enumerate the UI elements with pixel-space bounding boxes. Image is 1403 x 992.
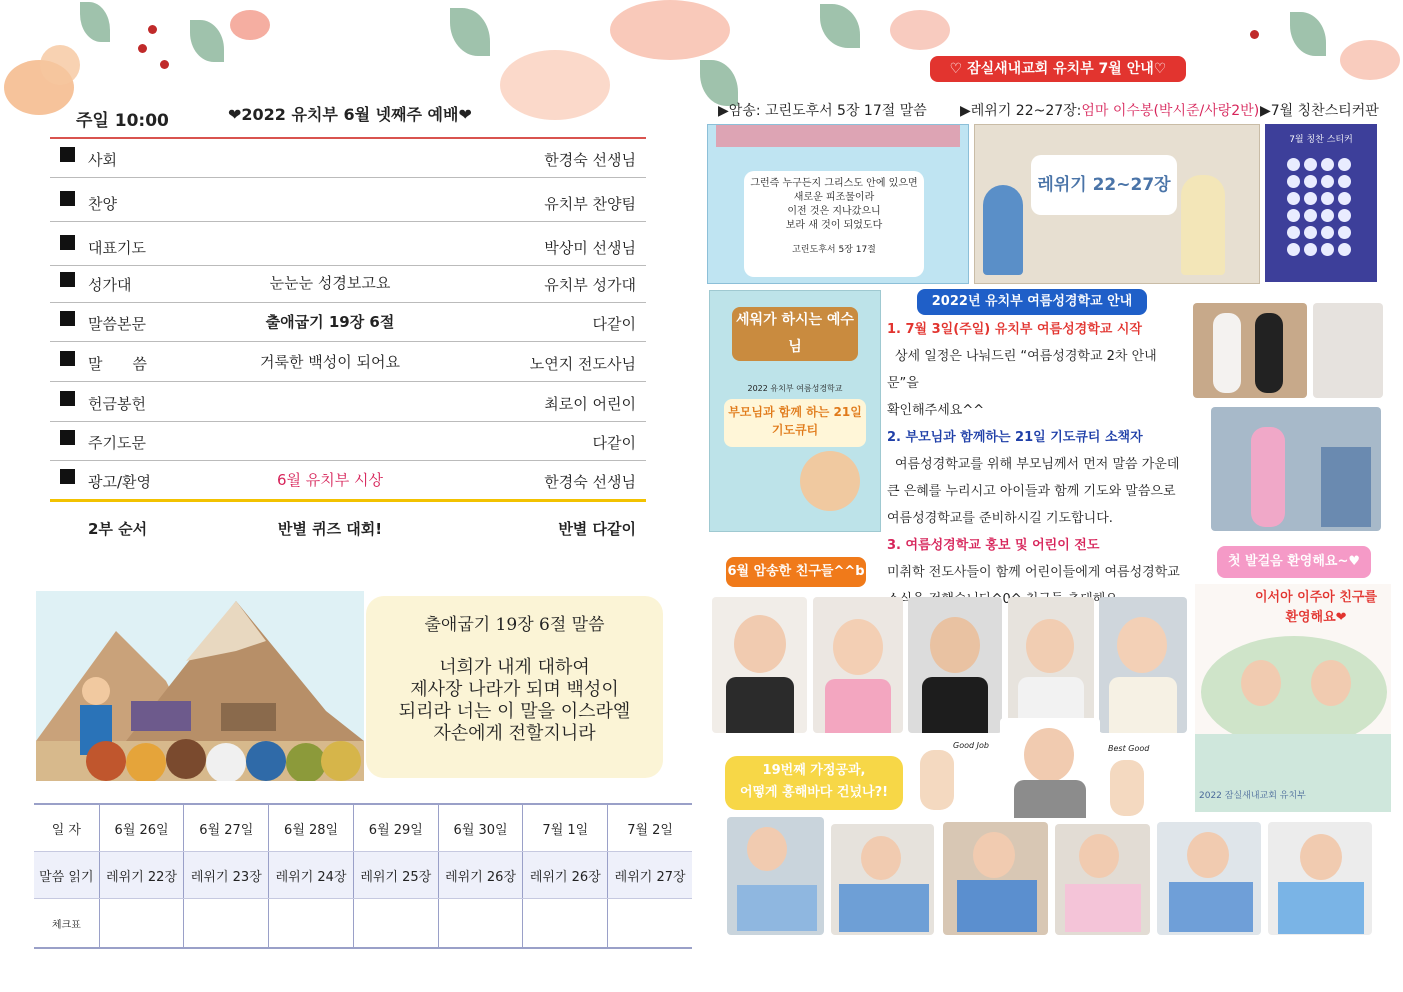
table-cell: 레위기 23장: [184, 852, 269, 899]
vbs-section-heading: 3. 여름성경학교 홍보 및 어린이 전도: [887, 538, 1100, 553]
banner-text: ♡ 잠실새내교회 유치부 7월 안내♡: [949, 61, 1167, 77]
welcome-card-names: 이서아 이주아 친구를: [1254, 590, 1378, 605]
leviticus-poster: [974, 124, 1260, 284]
homework-photo: [1268, 822, 1372, 935]
june-memory-badge: [726, 557, 866, 587]
vbs-poster-heading: 부모님과 함께 하는 21일 기도큐티: [724, 399, 866, 447]
sticker-slot: [1304, 192, 1317, 205]
table-cell: 6월 29일: [353, 804, 438, 852]
part2-label: 2부 순서: [88, 520, 148, 538]
program-item-leader: 유치부 찬양팀: [544, 195, 636, 213]
sticker-slot: [1287, 192, 1300, 205]
vbs-section-heading: 1. 7월 3일(주일) 유치부 여름성경학교 시작: [887, 322, 1142, 337]
program-item-leader: 유치부 성가대: [544, 276, 636, 294]
part2-middle: 반별 퀴즈 대회!: [277, 520, 383, 538]
program-row: [50, 422, 646, 461]
program-item-label: 말씀본문: [88, 315, 146, 333]
table-row-label: 체크표: [34, 899, 99, 949]
kid-photo: [908, 597, 1002, 733]
sticker-slot: [1287, 175, 1300, 188]
table-cell: 6월 26일: [99, 804, 184, 852]
bullet-square-icon: [60, 272, 75, 287]
table-cell: [99, 899, 184, 949]
table-row: [34, 899, 692, 949]
program-row: [50, 383, 646, 422]
bunting: [716, 125, 960, 147]
homework-photo: [727, 817, 824, 935]
program-item-label: 주기도문: [88, 434, 146, 452]
verse-line: 되리라 너는 이 말을 이스라엘: [398, 701, 631, 722]
program-item-detail: 6월 유치부 시상: [276, 471, 384, 489]
homework-photo: [1055, 824, 1150, 935]
program-divider: [50, 499, 646, 502]
welcome-photo: [1201, 636, 1387, 748]
vbs-photo: [1313, 303, 1383, 398]
sticker-slot: [1321, 192, 1334, 205]
program-item-leader: 최로이 어린이: [544, 395, 636, 413]
poster-line: 이전 것은 지나갔으니: [787, 206, 881, 217]
program-item-leader: 다같이: [592, 315, 636, 333]
program-item-detail: 거룩한 백성이 되어요: [260, 353, 400, 371]
program-item-detail: 눈눈눈 성경보고요: [269, 274, 391, 292]
kid-photo: [712, 597, 807, 733]
vbs-photo: [1211, 407, 1381, 531]
program-row: [50, 461, 646, 500]
table-cell: [184, 899, 269, 949]
program-row: [50, 227, 646, 266]
table-cell: [269, 899, 354, 949]
vbs-section-text: 확인해주세요^^: [887, 403, 985, 418]
sticker-slot: [1338, 243, 1351, 256]
table-cell: 7월 1일: [523, 804, 608, 852]
vbs-poster: [709, 290, 881, 532]
sticker-slot: [1304, 226, 1317, 239]
verse-title: 출애굽기 19장 6절 말씀: [424, 615, 605, 635]
service-title: ❤2022 유치부 6월 넷째주 예배❤: [228, 105, 472, 124]
vbs-section-text: 소식을: [887, 592, 925, 607]
bullet-square-icon: [60, 469, 75, 484]
sticker-slot: [1304, 175, 1317, 188]
leviticus-prefix: ▶레위기 22~27장:: [960, 103, 1082, 119]
service-time: 주일 10:00: [76, 111, 169, 131]
sticker-slot: [1321, 158, 1334, 171]
vbs-title: 2022년 유치부 여름성경학교 안내: [931, 294, 1133, 309]
sticker-slot: [1338, 226, 1351, 239]
best-good-sticker: Best Good: [1108, 744, 1150, 753]
bullet-square-icon: [60, 147, 75, 162]
leviticus-poster-title: 레위기 22~27장: [1031, 155, 1177, 215]
homework-label: 어떻게 홍해바다 건넜나?!: [739, 785, 889, 800]
bullet-square-icon: [60, 430, 75, 445]
poster-line: 그런즉 누구든지 그리스도 안에 있으면: [750, 178, 918, 189]
program-item-leader: 박상미 선생님: [544, 239, 636, 257]
sticker-slot: [1321, 209, 1334, 222]
homework-label: 19번째 가정공과,: [762, 763, 866, 778]
table-cell: [438, 899, 523, 949]
homework-photo: [943, 822, 1048, 935]
table-cell: 6월 28일: [269, 804, 354, 852]
table-cell: 레위기 22장: [99, 852, 184, 899]
bible-reading-table: [34, 803, 692, 949]
homework-badge: [725, 756, 903, 810]
vbs-poster-title: 세워가 하시는 예수님: [732, 307, 858, 361]
welcome-card: [1195, 584, 1391, 812]
verse-card: [366, 596, 663, 778]
table-cell: 6월 30일: [438, 804, 523, 852]
program-item-label: 찬양: [88, 195, 117, 213]
july-banner: [930, 56, 1186, 82]
table-cell: [523, 899, 608, 949]
poster-ref: 고린도후서 5장 17절: [792, 245, 876, 255]
sticker-slot: [1304, 209, 1317, 222]
table-cell: 6월 27일: [184, 804, 269, 852]
table-cell: [608, 899, 692, 949]
sticker-info: ▶7월 칭찬스티커판: [1260, 103, 1379, 119]
table-cell: 레위기 26장: [438, 852, 523, 899]
sticker-slot: [1321, 175, 1334, 188]
program-row: [50, 303, 646, 342]
sticker-slot: [1287, 243, 1300, 256]
table-cell: 레위기 26장: [523, 852, 608, 899]
sticker-slot: [1338, 209, 1351, 222]
poster-line: 새로운 피조물이라: [793, 192, 875, 203]
table-header-row: [34, 804, 692, 852]
sticker-slot: [1321, 226, 1334, 239]
cartoon-girl-right: [1110, 760, 1144, 816]
bullet-square-icon: [60, 235, 75, 250]
vbs-photo: [1193, 303, 1307, 398]
table-row-label: 말씀 읽기: [34, 852, 99, 899]
table-cell: 레위기 24장: [269, 852, 354, 899]
program-item-label: 말 씀: [88, 355, 147, 373]
sticker-slot: [1304, 243, 1317, 256]
table-row-label: 일 자: [34, 804, 99, 852]
table-cell: 레위기 27장: [608, 852, 692, 899]
sticker-slot: [1338, 158, 1351, 171]
program-item-detail: 출애굽기 19장 6절: [265, 313, 395, 331]
sticker-board-title: 7월 칭찬 스티커: [1289, 135, 1353, 145]
vbs-section-text: 큰 은혜를 누리시고 아이들과 함께 기도와 말씀으로: [887, 484, 1176, 499]
vbs-title-badge: [917, 289, 1147, 315]
sticker-slot: [1287, 158, 1300, 171]
kid-photo: [1008, 597, 1094, 733]
bullet-square-icon: [60, 391, 75, 406]
poster-verse: [744, 171, 924, 277]
homework-photo: [831, 824, 934, 935]
table-row: [34, 852, 692, 899]
sticker-slot: [1338, 175, 1351, 188]
table-cell: 레위기 25장: [353, 852, 438, 899]
program-item-leader: 노연지 전도사님: [529, 355, 636, 373]
kid-photo: [1000, 718, 1100, 818]
table-cell: 7월 2일: [608, 804, 692, 852]
sticker-slot: [1304, 158, 1317, 171]
program-item-label: 광고/환영: [88, 473, 152, 491]
sticker-board: [1265, 124, 1377, 282]
sticker-slot: [1338, 192, 1351, 205]
vbs-section-text: 여름성경학교를 위해 부모님께서 먼저 말씀 가운데: [895, 457, 1180, 472]
sticker-grid: [1287, 158, 1355, 258]
program-item-leader: 한경숙 선생님: [544, 151, 636, 169]
program-item-label: 사회: [88, 151, 117, 169]
verse-line: 제사장 나라가 되며 백성이: [410, 679, 619, 700]
moses-illustration: [36, 591, 364, 781]
poster-line: 보라 새 것이 되었도다: [785, 220, 883, 231]
table-cell: [353, 899, 438, 949]
program-row: [50, 139, 646, 178]
kid-photo: [813, 597, 903, 733]
leviticus-reader: 엄마 이수봉(박시준/사랑2반): [1081, 103, 1260, 119]
cartoon-girl-left: [920, 750, 954, 810]
program-row: [50, 264, 646, 303]
welcome-card-footer: 2022 잠실새내교회 유치부: [1199, 791, 1306, 801]
program-row: [50, 183, 646, 222]
vbs-section-text: 상세 일정은 나눠드린 “여름성경학교 2차 안내문”을: [887, 349, 1157, 391]
program-row: [50, 343, 646, 382]
program-item-label: 성가대: [88, 276, 132, 294]
homework-photo: [1157, 822, 1261, 935]
good-job-sticker: Good Job: [953, 741, 989, 750]
leviticus-info: [960, 100, 1259, 120]
verse-body: [366, 657, 663, 745]
welcome-badge: [1217, 546, 1371, 578]
bullet-square-icon: [60, 351, 75, 366]
sticker-slot: [1321, 243, 1334, 256]
vbs-section-1: [887, 316, 1187, 613]
bullet-square-icon: [60, 311, 75, 326]
vbs-section-text: 미취학 전도사들이 함께 어린이들에게 여름성경학교: [887, 565, 1180, 580]
vbs-section-heading: 2. 부모님과 함께하는 21일 기도큐티 소책자: [887, 430, 1143, 445]
program-item-label: 대표기도: [88, 239, 146, 257]
vbs-poster-subtitle: 2022 유치부 여름성경학교: [747, 384, 843, 393]
sticker-slot: [1287, 226, 1300, 239]
welcome-label: 첫 발걸음 환영해요~♥: [1227, 554, 1361, 569]
memory-verse-info: ▶암송: 고린도후서 5장 17절 말씀: [718, 103, 927, 119]
welcome-card-message: 환영해요❤: [1285, 610, 1347, 625]
program-item-leader: 다같이: [592, 434, 636, 452]
verse-line: 너희가 내게 대하여: [439, 657, 590, 678]
memory-verse-poster: [707, 124, 969, 284]
jesus-figure: [800, 451, 860, 511]
part2-right: 반별 다같이: [558, 520, 636, 538]
kid-photo: [1099, 597, 1187, 733]
june-memory-label: 6월 암송한 친구들^^b: [727, 564, 865, 579]
priest-figure: [1181, 175, 1225, 275]
verse-line: 자손에게 전할지니라: [433, 723, 596, 744]
sticker-slot: [1287, 209, 1300, 222]
program-item-leader: 한경숙 선생님: [544, 473, 636, 491]
moses-figure: [983, 185, 1023, 275]
bullet-square-icon: [60, 191, 75, 206]
vbs-section-text: 여름성경학교를 준비하시길 기도합니다.: [887, 511, 1113, 526]
program-item-label: 헌금봉헌: [88, 395, 146, 413]
